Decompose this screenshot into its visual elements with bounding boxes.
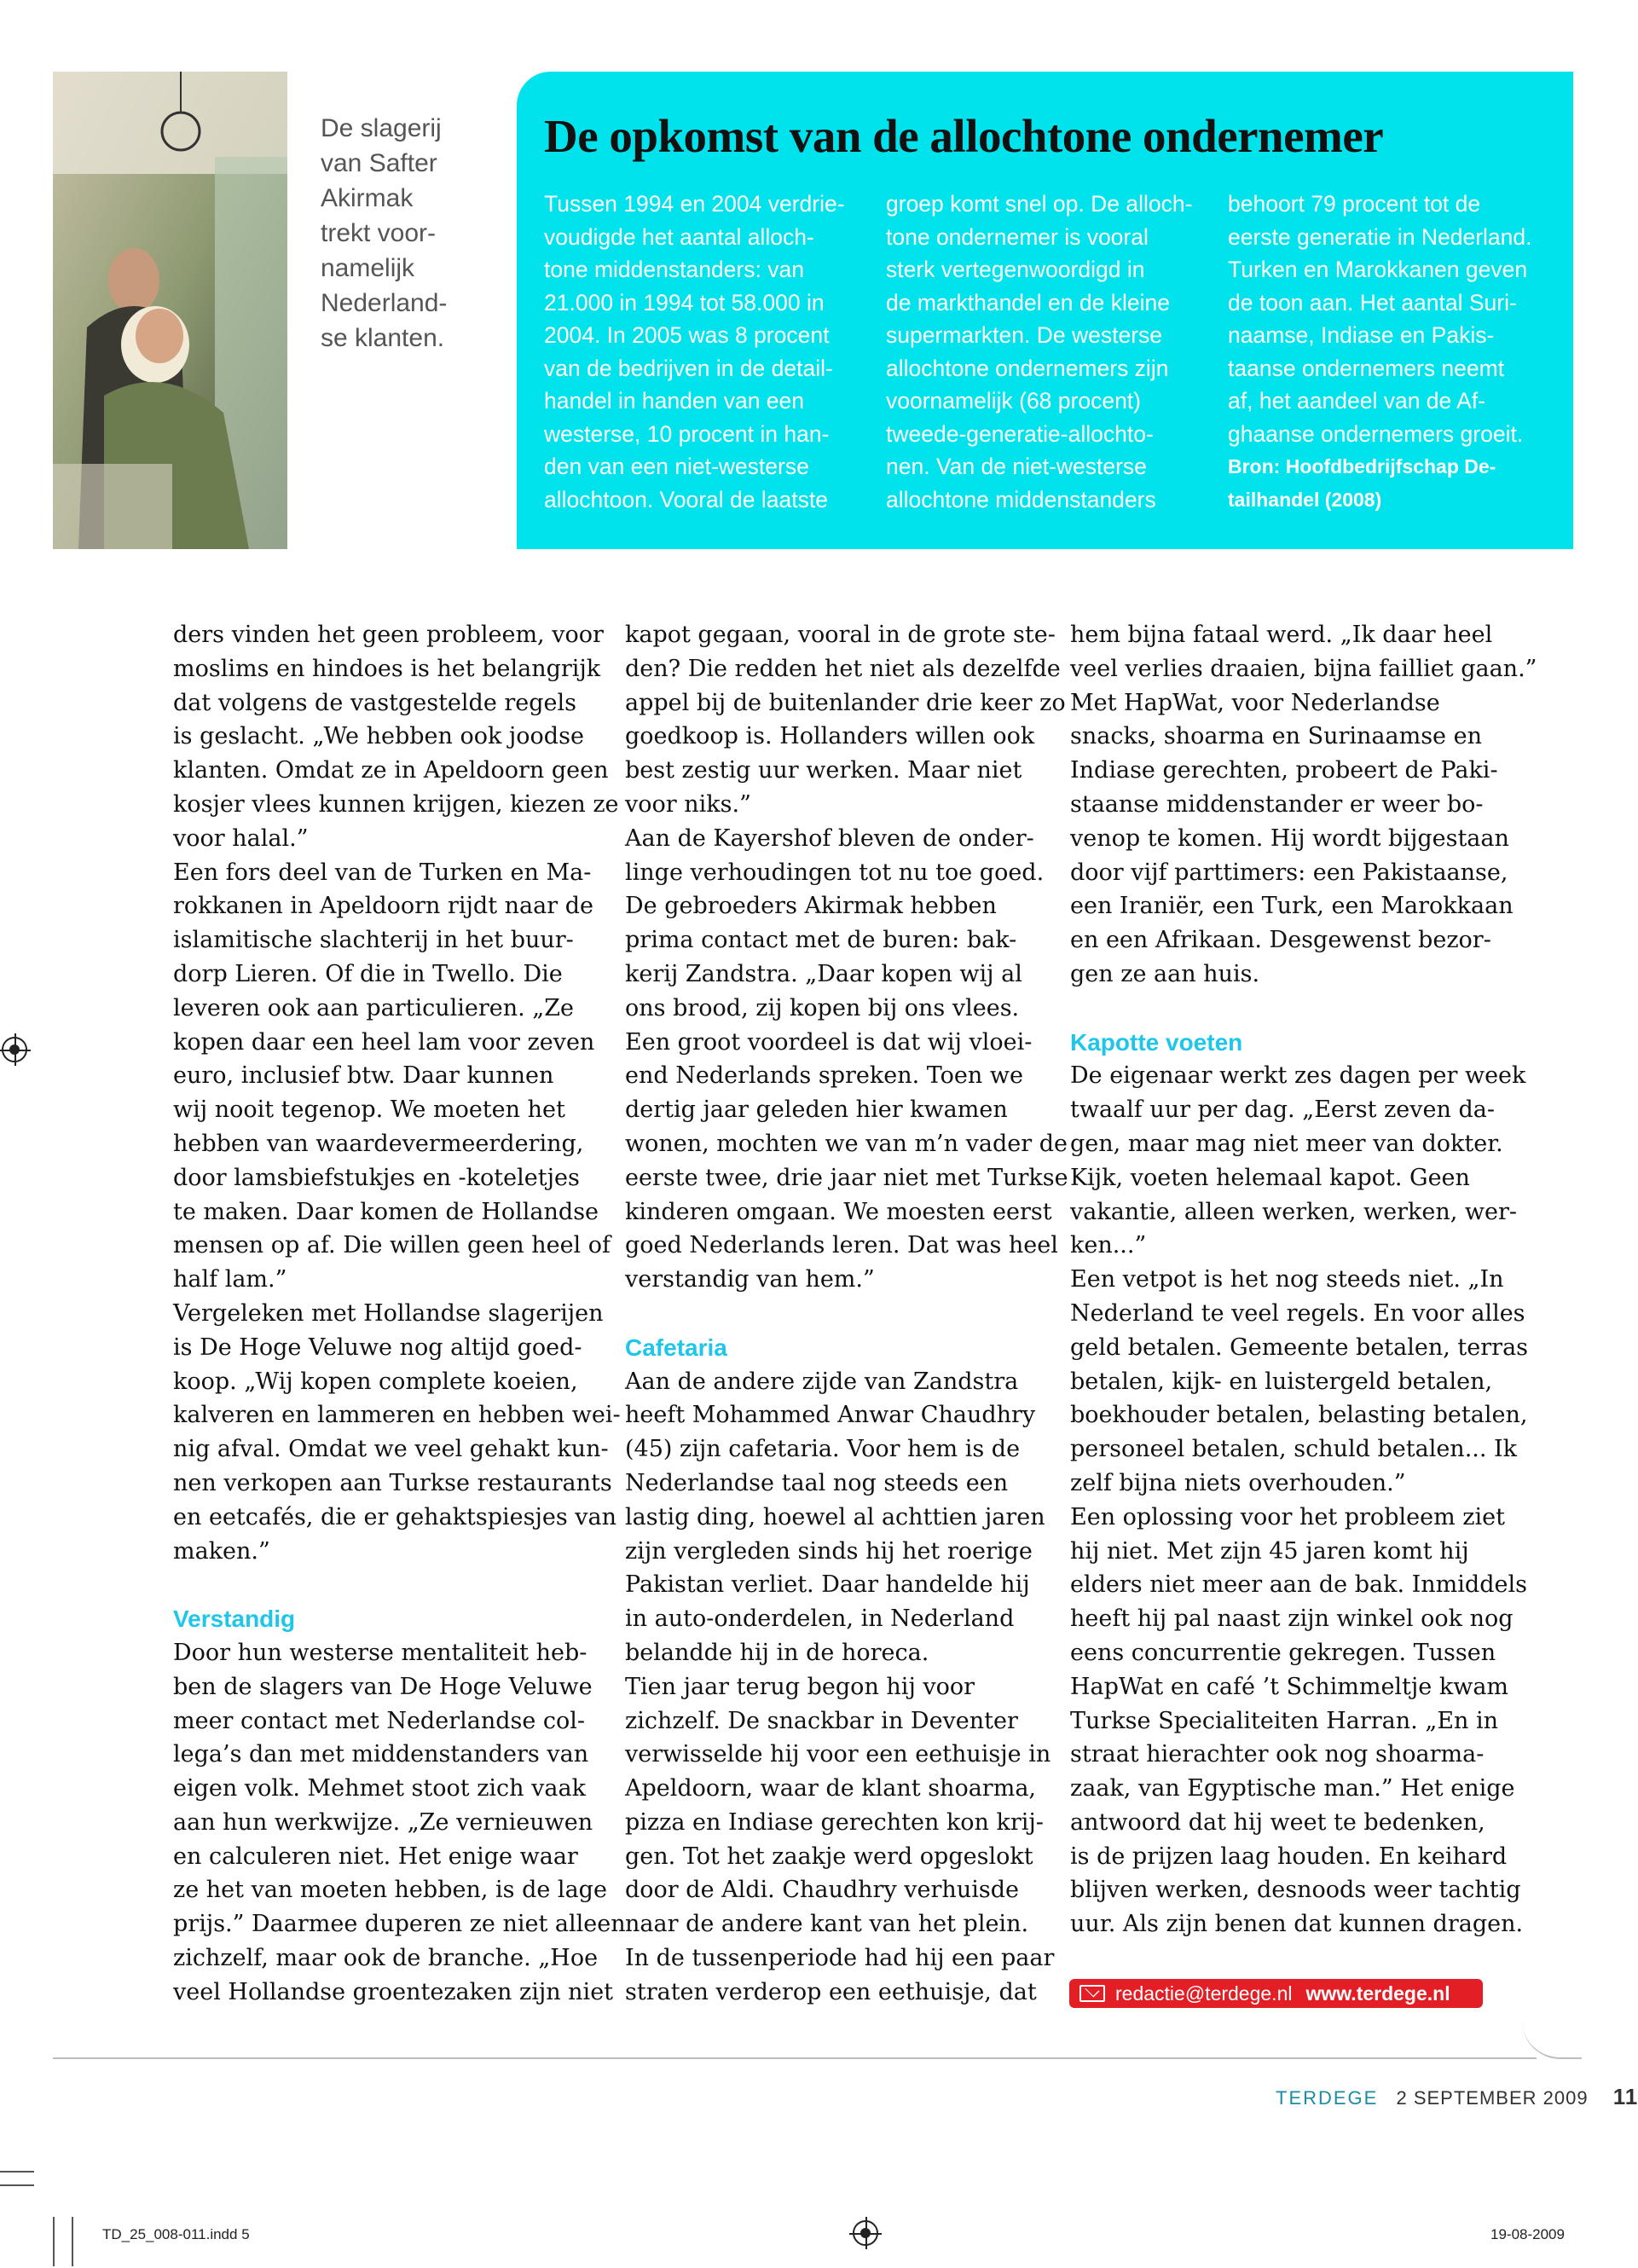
text-line: Apeldoorn, waar de klant shoarma, [625,1775,1036,1802]
text-line: Turkse Specialiteiten Harran. „En in [1070,1707,1499,1734]
text-line: en eetcafés, die er gehaktspiesjes van [173,1503,617,1530]
caption-line: van Safter [321,149,437,177]
text-line: snacks, shoarma en Surinaamse en [1070,723,1482,750]
contact-bar [1069,1979,1483,2008]
text-line: nig afval. Omdat we veel gehakt kun- [173,1436,609,1463]
info-line: ghaanse ondernemers groeit. [1228,420,1524,447]
text-line: en calculeren niet. Het enige waar [173,1843,578,1870]
info-line: Turken en Marokkanen geven [1228,257,1528,282]
bottom-rule-corner [1522,2021,1582,2059]
text-line: en een Afrikaan. Desgewenst bezor- [1070,927,1491,954]
caption-line: trekt voor- [321,219,437,247]
registration-mark-icon [853,2220,878,2246]
caption-line: namelijk [321,254,415,282]
text-line: venop te komen. Hij wordt bijgestaan [1070,824,1509,852]
text-line: hebben van waardevermeerdering, [173,1130,584,1157]
info-source: Bron: Hoofdbedrijfschap De- [1228,455,1496,477]
text-line: te maken. Daar komen de Hollandse [173,1198,599,1225]
article-column-2 [625,618,1068,2010]
crop-mark [0,2184,34,2186]
info-line: sterk vertegenwoordigd in [886,257,1145,282]
registration-mark-icon [2,1037,27,1062]
info-line: Tussen 1994 en 2004 verdrie- [544,191,845,217]
text-line: end Nederlands spreken. Toen we [625,1062,1023,1090]
text-line: Pakistan verliet. Daar handelde hij [625,1571,1030,1599]
text-line: kinderen omgaan. We moesten eerst [625,1198,1052,1225]
text-line: blijven werken, desnoods weer tachtig [1070,1877,1521,1904]
text-line: leveren ook aan particulieren. „Ze [173,994,575,1021]
bottom-rule [53,2057,1537,2059]
info-line: allochtone ondernemers zijn [886,355,1169,381]
text-line: voor halal.” [173,824,309,852]
text-line: is geslacht. „We hebben ook joodse [173,723,584,750]
info-line: voornamelijk (68 procent) [886,388,1141,414]
section-heading-cafetaria: Cafetaria [625,1334,727,1361]
text-line: wij nooit tegenop. We moeten het [173,1096,565,1124]
text-line: maken.” [173,1537,270,1565]
text-line: kerij Zandstra. „Daar kopen wij al [625,960,1022,987]
text-line: zelf bijna niets overhouden.” [1070,1469,1406,1496]
text-line: In de tussenperiode had hij een paar [625,1945,1055,1972]
text-line: (45) zijn cafetaria. Voor hem is de [625,1436,1021,1463]
text-line: eens concurrentie gekregen. Tussen [1070,1639,1496,1666]
text-line: heeft hij pal naast zijn winkel ook nog [1070,1606,1514,1633]
text-line: Door hun westerse mentaliteit heb- [173,1639,587,1666]
text-line: half lam.” [173,1266,287,1293]
text-line: antwoord dat hij weet te bedenken, [1070,1808,1485,1836]
text-line: verwisselde hij voor een eethuisje in [625,1741,1051,1768]
text-line: appel bij de buitenlander drie keer zo [625,689,1066,716]
text-line: aan hun werkwijze. „Ze vernieuwen [173,1808,593,1836]
text-line: ons brood, zij kopen bij ons vlees. [625,994,1020,1021]
text-line: Aan de andere zijde van Zandstra [625,1368,1019,1395]
text-line: Aan de Kayershof bleven de onder- [625,824,1034,852]
info-line: tweede-generatie-allochto- [886,420,1154,447]
text-line: Een oplossing voor het probleem ziet [1070,1503,1505,1530]
crop-mark [72,2217,73,2266]
text-line: dat volgens de vastgestelde regels [173,689,577,716]
caption-line: Akirmak [321,184,414,212]
text-line: Tien jaar terug begon hij voor [625,1673,975,1700]
page-footer [1276,2084,1638,2110]
text-line: eigen volk. Mehmet stoot zich vaak [173,1775,586,1802]
text-line: euro, inclusief btw. Daar kunnen [173,1062,554,1090]
text-line: Met HapWat, voor Nederlandse [1070,689,1440,716]
text-line: moslims en hindoes is het belangrijk [173,655,601,682]
text-line: door vijf parttimers: een Pakistaanse, [1070,859,1508,886]
article-column-3 [1070,618,1537,1941]
text-line: voor niks.” [625,790,751,818]
text-line: De gebroeders Akirmak hebben [625,893,997,920]
text-line: dorp Lieren. Of die in Twello. Die [173,960,563,987]
text-line: klanten. Omdat ze in Apeldoorn geen [173,757,609,784]
info-line: den van een niet-westerse [544,454,809,479]
photo-caption [321,111,466,356]
text-line: een Iraniër, een Turk, een Marokkaan [1070,893,1514,920]
text-line: personeel betalen, schuld betalen... Ik [1070,1436,1518,1463]
text-line: staanse middenstander er weer bo- [1070,790,1484,818]
info-line: 2004. In 2005 was 8 procent [544,322,830,348]
text-line: best zestig uur werken. Maar niet [625,757,1022,784]
info-line: allochtone middenstanders [886,486,1156,512]
slug-date: 19-08-2009 [1490,2226,1565,2242]
text-line: De eigenaar werkt zes dagen per week [1070,1062,1526,1090]
info-line: van de bedrijven in de detail- [544,355,833,381]
text-line: gen. Tot het zaakje werd opgeslokt [625,1843,1033,1870]
text-line: HapWat en café ’t Schimmeltje kwam [1070,1673,1509,1700]
magazine-name: TERDEGE [1276,2087,1379,2109]
text-line: boekhouder betalen, belasting betalen, [1070,1402,1528,1429]
text-line: Vergeleken met Hollandse slagerijen [173,1299,604,1327]
page-number: 11 [1612,2084,1638,2109]
text-line: Nederlandse taal nog steeds een [625,1469,1009,1496]
slug-filename: TD_25_008-011.indd 5 [102,2226,250,2242]
info-line: af, het aandeel van de Af- [1228,388,1486,414]
text-line: den? Die redden het niet als dezelfde [625,655,1061,682]
info-line: tone ondernemer is vooral [886,223,1149,250]
text-line: dertig jaar geleden hier kwamen [625,1096,1008,1124]
text-line: verstandig van hem.” [625,1266,875,1293]
info-line: voudigde het aantal alloch- [544,223,814,250]
text-line: hij niet. Met zijn 45 jaren komt hij [1070,1537,1469,1565]
text-line: meer contact met Nederlandse col- [173,1707,586,1734]
text-line: Nederland te veel regels. En voor alles [1070,1299,1525,1327]
email-link[interactable]: redactie@terdege.nl [1115,1982,1293,2005]
info-box-column-1 [544,188,872,516]
text-line: Indiase gerechten, probeert de Paki- [1070,757,1498,784]
text-line: lastig ding, hoewel al achttien jaren [625,1503,1045,1530]
text-line: wonen, mochten we van m’n vader de [625,1130,1068,1157]
section-heading-kapotte-voeten: Kapotte voeten [1070,1028,1243,1056]
caption-line: Nederland- [321,289,448,317]
website-link[interactable]: www.terdege.nl [1305,1982,1450,2005]
section-heading-verstandig: Verstandig [173,1606,296,1633]
text-line: linge verhoudingen tot nu toe goed. [625,859,1045,886]
info-box-column-2 [886,188,1214,516]
info-box-column-3 [1228,188,1556,516]
info-line: tone middenstanders: van [544,257,804,282]
text-line: goedkoop is. Hollanders willen ook [625,723,1035,750]
text-line: Een groot voordeel is dat wij vloei- [625,1028,1033,1056]
text-line: Een fors deel van de Turken en Ma- [173,859,592,886]
text-line: twaalf uur per dag. „Eerst zeven da- [1070,1096,1495,1124]
text-line: ken...” [1070,1232,1147,1259]
info-line: 21.000 in 1994 tot 58.000 in [544,289,825,315]
text-line: is De Hoge Veluwe nog altijd goed- [173,1334,582,1361]
text-line: gen, maar mag niet meer van dokter. [1070,1130,1503,1157]
text-line: geld betalen. Gemeente betalen, terras [1070,1334,1529,1361]
info-line: de toon aan. Het aantal Suri- [1228,289,1517,315]
text-line: gen ze aan huis. [1070,960,1260,987]
article-column-1 [173,618,626,2010]
text-line: prijs.” Daarmee duperen ze niet alleen [173,1911,626,1938]
text-line: zaak, van Egyptische man.” Het enige [1070,1775,1515,1802]
butcher-photo [53,72,287,549]
info-line: allochtoon. Vooral de laatste [544,486,828,512]
text-line: zichzelf. De snackbar in Deventer [625,1707,1018,1734]
text-line: prima contact met de buren: bak- [625,927,1017,954]
text-line: heeft Mohammed Anwar Chaudhry [625,1402,1036,1429]
text-line: veel verlies draaien, bijna failliet gaan.” [1070,655,1537,682]
caption-line: De slagerij [321,114,442,142]
info-line: groep komt snel op. De alloch- [886,191,1193,217]
text-line: elders niet meer aan de bak. Inmiddels [1070,1571,1527,1599]
crop-mark [53,2217,55,2266]
text-line: Een vetpot is het nog steeds niet. „In [1070,1266,1504,1293]
text-line: veel Hollandse groentezaken zijn niet [173,1978,614,2005]
text-line: koop. „Wij kopen complete koeien, [173,1368,578,1395]
text-line: zijn vergleden sinds hij het roerige [625,1537,1033,1565]
text-line: ze het van moeten hebben, is de lage [173,1877,607,1904]
issue-date: 2 SEPTEMBER 2009 [1396,2087,1589,2109]
text-line: pizza en Indiase gerechten kon krij- [625,1808,1044,1836]
text-line: kalveren en lammeren en hebben wei- [173,1402,621,1429]
info-box-title: De opkomst van de allochtone ondernemer [544,110,1384,162]
text-line: betalen, kijk- en luistergeld betalen, [1070,1368,1493,1395]
info-line: supermarkten. De westerse [886,322,1163,348]
text-line: uur. Als zijn benen dat kunnen dragen. [1070,1911,1524,1938]
text-line: islamitische slachterij in het buur- [173,927,574,954]
text-line: is de prijzen laag houden. En keihard [1070,1843,1508,1870]
text-line: lega’s dan met middenstanders van [173,1741,589,1768]
text-line: rokkanen in Apeldoorn rijdt naar de [173,893,593,920]
caption-line: se klanten. [321,324,445,352]
text-line: ben de slagers van De Hoge Veluwe [173,1673,593,1700]
text-line: in auto-onderdelen, in Nederland [625,1606,1015,1633]
info-line: taanse ondernemers neemt [1228,355,1505,381]
text-line: door lamsbiefstukjes en -koteletjes [173,1164,580,1191]
text-line: naar de andere kant van het plein. [625,1911,1029,1938]
text-line: door de Aldi. Chaudhry verhuisde [625,1877,1019,1904]
text-line: belandde hij in de horeca. [625,1639,929,1666]
info-source: tailhandel (2008) [1228,488,1382,511]
text-line: zichzelf, maar ook de branche. „Hoe [173,1945,599,1972]
text-line: nen verkopen aan Turkse restaurants [173,1469,612,1496]
info-line: behoort 79 procent tot de [1228,191,1481,217]
text-line: vakantie, alleen werken, werken, wer- [1070,1198,1518,1225]
text-line: mensen op af. Die willen geen heel of [173,1232,611,1259]
text-line: straten verderop een eethuisje, dat [625,1978,1037,2005]
info-line: naamse, Indiase en Pakis- [1228,322,1495,348]
info-line: eerste generatie in Nederland. [1228,223,1532,250]
text-line: straat hierachter ook nog shoarma- [1070,1741,1485,1768]
envelope-icon [1079,1985,1105,2002]
text-line: kosjer vlees kunnen krijgen, kiezen ze [173,790,619,818]
text-line: Kijk, voeten helemaal kapot. Geen [1070,1164,1470,1191]
info-line: de markthandel en de kleine [886,289,1170,315]
text-line: eerste twee, drie jaar niet met Turkse [625,1164,1068,1191]
text-line: kapot gegaan, vooral in de grote ste- [625,622,1056,648]
crop-mark [0,2171,34,2173]
text-line: ders vinden het geen probleem, voor [173,622,604,648]
info-line: nen. Van de niet-westerse [886,454,1147,479]
text-line: hem bijna fataal werd. „Ik daar heel [1070,622,1493,648]
text-line: goed Nederlands leren. Dat was heel [625,1232,1058,1259]
info-line: westerse, 10 procent in han- [544,420,830,447]
text-line: kopen daar een heel lam voor zeven [173,1028,595,1056]
info-line: handel in handen van een [544,388,805,414]
